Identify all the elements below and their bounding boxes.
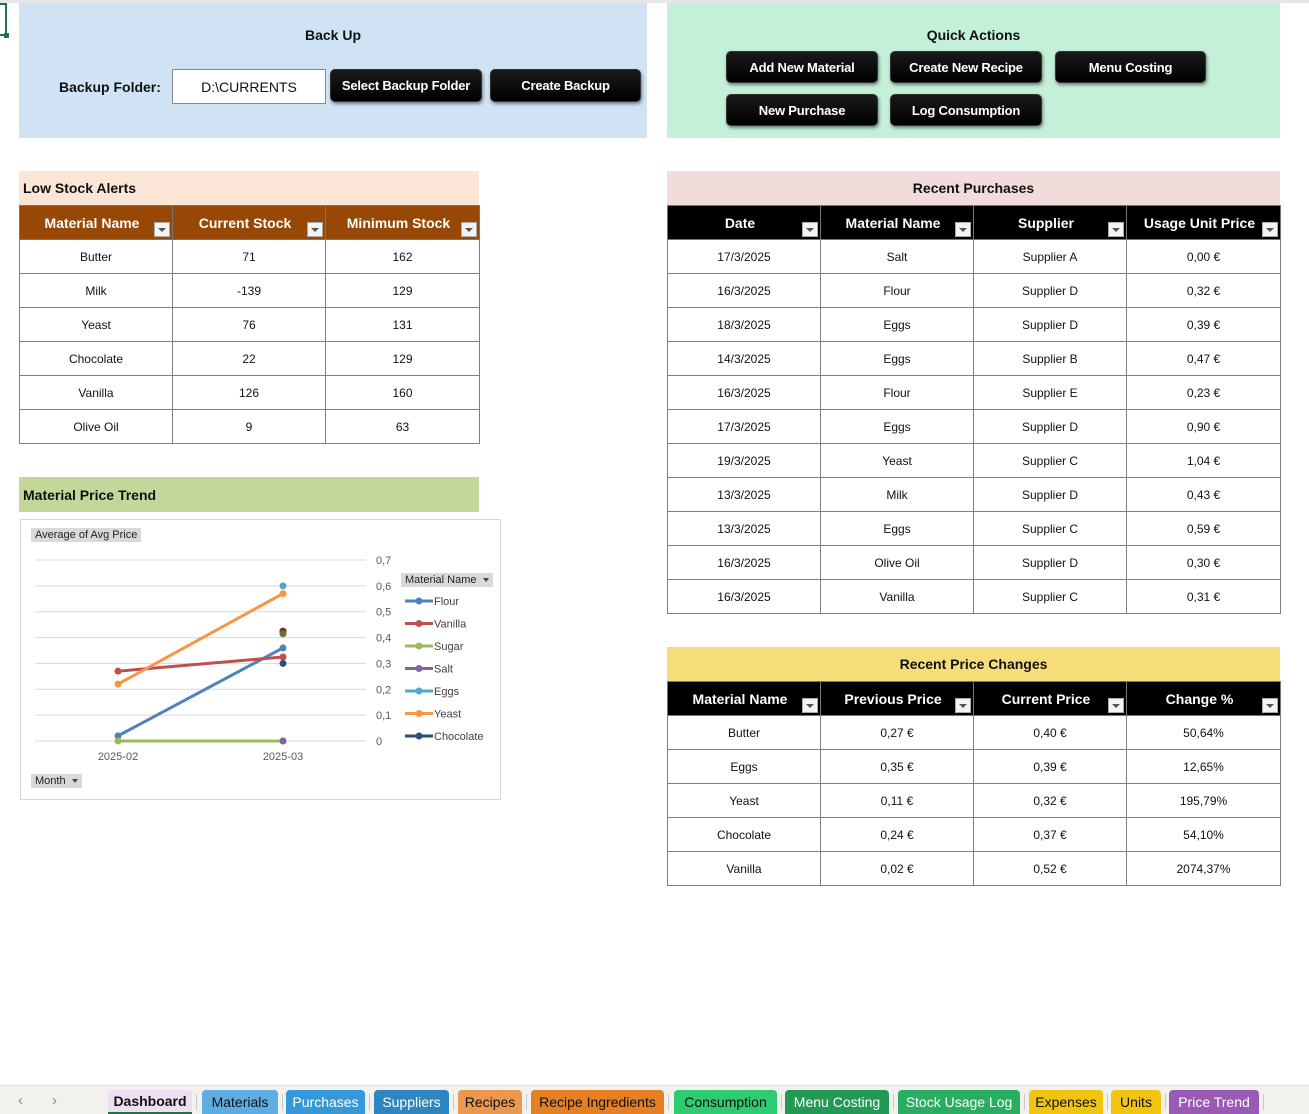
tab-separator xyxy=(282,1094,283,1110)
tab-separator xyxy=(893,1094,894,1110)
quick-actions-panel xyxy=(667,3,1280,138)
table-row xyxy=(668,308,1281,342)
table-cell[interactable]: 13/3/2025 xyxy=(668,478,821,512)
table-cell[interactable]: Supplier D xyxy=(974,308,1127,342)
column-header-current-stock: Current Stock xyxy=(173,206,326,240)
svg-text:Vanilla: Vanilla xyxy=(434,618,467,631)
table-cell[interactable]: 19/3/2025 xyxy=(668,444,821,478)
tab-separator xyxy=(453,1094,454,1110)
axis-field-button[interactable]: Month xyxy=(31,774,82,788)
filter-dropdown-icon[interactable] xyxy=(461,222,477,237)
tab-separator xyxy=(369,1094,370,1110)
filter-dropdown-icon[interactable] xyxy=(802,698,818,713)
column-header-previous-price: Previous Price xyxy=(821,682,974,716)
table-row: Butter 71 162 xyxy=(20,240,480,274)
table-cell[interactable]: Supplier B xyxy=(974,342,1127,376)
table-cell[interactable]: 195,79% xyxy=(1127,784,1281,818)
table-row xyxy=(668,580,1281,614)
table-cell[interactable]: 17/3/2025 xyxy=(668,240,821,274)
table-cell[interactable]: 18/3/2025 xyxy=(668,308,821,342)
table-cell[interactable]: Vanilla xyxy=(821,580,974,614)
price-trend-chart[interactable] xyxy=(20,519,501,800)
backup-folder-input[interactable]: D:\CURRENTS xyxy=(172,69,326,104)
table-row: Yeast 76 131 xyxy=(20,308,480,342)
sheet-tab-recipes[interactable]: Recipes xyxy=(458,1090,522,1114)
tab-separator xyxy=(1024,1094,1025,1110)
table-row xyxy=(668,546,1281,580)
table-cell[interactable]: 0,00 € xyxy=(1127,240,1281,274)
table-cell[interactable]: Supplier E xyxy=(974,376,1127,410)
create-new-recipe-button[interactable]: Create New Recipe xyxy=(890,51,1042,83)
table-row: Milk -139 129 xyxy=(20,274,480,308)
table-cell[interactable]: 16/3/2025 xyxy=(668,580,821,614)
table-cell[interactable]: 0,59 € xyxy=(1127,512,1281,546)
svg-text:0,4: 0,4 xyxy=(376,632,392,645)
table-cell[interactable]: Flour xyxy=(821,376,974,410)
recent-purchases-title: Recent Purchases xyxy=(667,171,1280,205)
table-cell[interactable]: 13/3/2025 xyxy=(668,512,821,546)
backup-panel xyxy=(19,3,647,138)
table-cell[interactable]: 17/3/2025 xyxy=(668,410,821,444)
low-stock-title: Low Stock Alerts xyxy=(19,171,479,205)
chevron-right-icon[interactable]: › xyxy=(52,1092,57,1109)
dropdown-arrow-icon xyxy=(72,779,78,783)
table-row xyxy=(668,784,1281,818)
table-cell[interactable]: Supplier D xyxy=(974,546,1127,580)
svg-text:0,5: 0,5 xyxy=(376,606,392,619)
table-cell[interactable]: 50,64% xyxy=(1127,716,1281,750)
table-row xyxy=(668,376,1281,410)
table-cell[interactable]: 0,47 € xyxy=(1127,342,1281,376)
table-cell[interactable]: Yeast xyxy=(821,444,974,478)
table-cell[interactable]: 0,23 € xyxy=(1127,376,1281,410)
table-cell[interactable]: 0,02 € xyxy=(821,852,974,886)
menu-costing-button[interactable]: Menu Costing xyxy=(1055,51,1206,83)
sheet-tab-expenses[interactable]: Expenses xyxy=(1029,1090,1103,1114)
filter-dropdown-icon[interactable] xyxy=(955,698,971,713)
column-header-supplier: Supplier xyxy=(974,206,1127,240)
tab-separator xyxy=(1165,1094,1166,1110)
dropdown-arrow-icon xyxy=(483,578,489,582)
table-row: Olive Oil 9 63 xyxy=(20,410,480,444)
filter-dropdown-icon[interactable] xyxy=(1108,222,1124,237)
sheet-tab-units[interactable]: Units xyxy=(1111,1090,1161,1114)
table-row: Chocolate 22 129 xyxy=(20,342,480,376)
tab-separator xyxy=(526,1094,527,1110)
filter-dropdown-icon[interactable] xyxy=(1262,222,1278,237)
table-cell[interactable]: Supplier A xyxy=(974,240,1127,274)
svg-text:Salt: Salt xyxy=(434,663,453,676)
table-cell[interactable]: 54,10% xyxy=(1127,818,1281,852)
table-cell[interactable]: 16/3/2025 xyxy=(668,274,821,308)
svg-text:Yeast: Yeast xyxy=(434,708,462,721)
table-cell[interactable]: Butter xyxy=(668,716,821,750)
table-row: Vanilla 126 160 xyxy=(20,376,480,410)
table-cell[interactable]: Olive Oil xyxy=(821,546,974,580)
value-field-button[interactable]: Average of Avg Price xyxy=(31,528,141,542)
table-cell[interactable]: Eggs xyxy=(821,410,974,444)
table-row xyxy=(668,342,1281,376)
filter-dropdown-icon[interactable] xyxy=(802,222,818,237)
table-cell[interactable]: Supplier D xyxy=(974,274,1127,308)
sheet-tab-recipe-ingredients[interactable]: Recipe Ingredients xyxy=(531,1090,664,1114)
table-row xyxy=(668,818,1281,852)
table-row xyxy=(668,512,1281,546)
filter-dropdown-icon[interactable] xyxy=(1262,698,1278,713)
table-cell[interactable]: 0,39 € xyxy=(974,750,1127,784)
active-cell-cursor xyxy=(0,3,7,36)
svg-text:0,2: 0,2 xyxy=(376,684,392,697)
sheet-tab-dashboard[interactable]: Dashboard xyxy=(108,1090,192,1114)
line-chart-plot xyxy=(21,520,500,799)
table-cell[interactable]: 0,40 € xyxy=(974,716,1127,750)
column-header-current-price: Current Price xyxy=(974,682,1127,716)
column-header-change-percent: Change % xyxy=(1127,682,1281,716)
tab-separator xyxy=(196,1094,197,1110)
table-cell[interactable]: 0,27 € xyxy=(821,716,974,750)
table-cell[interactable]: 0,39 € xyxy=(1127,308,1281,342)
sheet-tab-stock-usage-log[interactable]: Stock Usage Log xyxy=(898,1090,1020,1114)
table-cell[interactable]: 0,31 € xyxy=(1127,580,1281,614)
backup-title: Back Up xyxy=(304,27,362,43)
table-row xyxy=(668,478,1281,512)
table-cell[interactable]: 0,37 € xyxy=(974,818,1127,852)
filter-dropdown-icon[interactable] xyxy=(307,222,323,237)
quick-actions-title: Quick Actions xyxy=(926,27,1021,43)
table-cell[interactable]: 12,65% xyxy=(1127,750,1281,784)
sheet-tab-menu-costing[interactable]: Menu Costing xyxy=(785,1090,889,1114)
create-backup-button[interactable]: Create Backup xyxy=(490,69,641,102)
tab-separator xyxy=(1263,1094,1264,1110)
svg-text:0,7: 0,7 xyxy=(376,555,392,567)
table-cell[interactable]: 0,30 € xyxy=(1127,546,1281,580)
table-cell[interactable]: Vanilla xyxy=(668,852,821,886)
table-cell[interactable]: 1,04 € xyxy=(1127,444,1281,478)
table-cell[interactable]: Eggs xyxy=(821,342,974,376)
table-cell[interactable]: Supplier C xyxy=(974,444,1127,478)
table-cell[interactable]: Milk xyxy=(821,478,974,512)
svg-text:Chocolate: Chocolate xyxy=(434,731,484,743)
table-row xyxy=(668,274,1281,308)
sheet-tab-bar xyxy=(0,1085,1309,1114)
new-purchase-button[interactable]: New Purchase xyxy=(726,94,878,126)
column-header-material-name: Material Name xyxy=(668,682,821,716)
backup-folder-label: Backup Folder: xyxy=(59,79,161,95)
table-cell[interactable]: Flour xyxy=(821,274,974,308)
table-cell[interactable]: 0,32 € xyxy=(1127,274,1281,308)
table-cell[interactable]: 0,52 € xyxy=(974,852,1127,886)
table-cell[interactable]: Salt xyxy=(821,240,974,274)
price-trend-title: Material Price Trend xyxy=(19,477,479,512)
table-cell[interactable]: 0,90 € xyxy=(1127,410,1281,444)
svg-text:2025-03: 2025-03 xyxy=(262,751,304,763)
svg-text:0,6: 0,6 xyxy=(376,580,392,593)
table-row xyxy=(668,444,1281,478)
table-cell[interactable]: Supplier C xyxy=(974,512,1127,546)
table-row xyxy=(668,410,1281,444)
table-cell[interactable]: Supplier D xyxy=(974,478,1127,512)
svg-text:2025-02: 2025-02 xyxy=(97,751,139,763)
filter-dropdown-icon[interactable] xyxy=(1108,698,1124,713)
tab-separator xyxy=(668,1094,669,1110)
sheet-tab-purchases[interactable]: Purchases xyxy=(286,1090,365,1114)
sheet-tab-materials[interactable]: Materials xyxy=(202,1090,278,1114)
table-cell[interactable]: 0,35 € xyxy=(821,750,974,784)
recent-price-changes-title: Recent Price Changes xyxy=(667,647,1280,681)
svg-text:Sugar: Sugar xyxy=(434,641,464,653)
add-new-material-button[interactable]: Add New Material xyxy=(726,51,878,83)
tab-separator xyxy=(1107,1094,1108,1110)
select-backup-folder-button[interactable]: Select Backup Folder xyxy=(330,69,482,102)
table-cell[interactable]: 0,32 € xyxy=(974,784,1127,818)
table-cell[interactable]: 16/3/2025 xyxy=(668,546,821,580)
table-cell[interactable]: 0,24 € xyxy=(821,818,974,852)
log-consumption-button[interactable]: Log Consumption xyxy=(890,94,1042,126)
table-cell[interactable]: Yeast xyxy=(668,784,821,818)
column-header-material-name: Material Name xyxy=(821,206,974,240)
filter-dropdown-icon[interactable] xyxy=(154,222,170,237)
recent-purchases-table xyxy=(667,205,1281,614)
table-cell[interactable]: Chocolate xyxy=(668,818,821,852)
tab-separator xyxy=(781,1094,782,1110)
table-cell[interactable]: Eggs xyxy=(821,512,974,546)
table-cell[interactable]: Supplier C xyxy=(974,580,1127,614)
table-cell[interactable]: Supplier D xyxy=(974,410,1127,444)
svg-text:Eggs: Eggs xyxy=(434,686,460,698)
filter-dropdown-icon[interactable] xyxy=(955,222,971,237)
table-cell[interactable]: Eggs xyxy=(668,750,821,784)
column-header-minimum-stock: Minimum Stock xyxy=(326,206,480,240)
sheet-tab-price-trend[interactable]: Price Trend xyxy=(1169,1090,1259,1114)
table-cell[interactable]: 0,43 € xyxy=(1127,478,1281,512)
legend-field-button[interactable]: Material Name xyxy=(401,573,493,587)
recent-price-changes-table xyxy=(667,681,1281,886)
column-header-material-name: Material Name xyxy=(20,206,173,240)
svg-text:0: 0 xyxy=(376,736,383,748)
table-cell[interactable]: 0,11 € xyxy=(821,784,974,818)
svg-text:0,1: 0,1 xyxy=(376,710,392,723)
svg-text:0,3: 0,3 xyxy=(376,658,392,671)
sheet-tab-consumption[interactable]: Consumption xyxy=(674,1090,777,1114)
table-row xyxy=(668,750,1281,784)
column-header-date: Date xyxy=(668,206,821,240)
chevron-left-icon[interactable]: ‹ xyxy=(18,1092,23,1109)
column-header-usage-unit-price: Usage Unit Price xyxy=(1127,206,1281,240)
table-row xyxy=(668,852,1281,886)
table-cell[interactable]: Eggs xyxy=(821,308,974,342)
table-row xyxy=(668,240,1281,274)
table-cell[interactable]: 14/3/2025 xyxy=(668,342,821,376)
low-stock-table xyxy=(19,205,480,444)
table-row xyxy=(668,716,1281,750)
table-cell[interactable]: 16/3/2025 xyxy=(668,376,821,410)
svg-text:Flour: Flour xyxy=(434,596,460,608)
table-cell[interactable]: 2074,37% xyxy=(1127,852,1281,886)
sheet-tab-suppliers[interactable]: Suppliers xyxy=(374,1090,449,1114)
